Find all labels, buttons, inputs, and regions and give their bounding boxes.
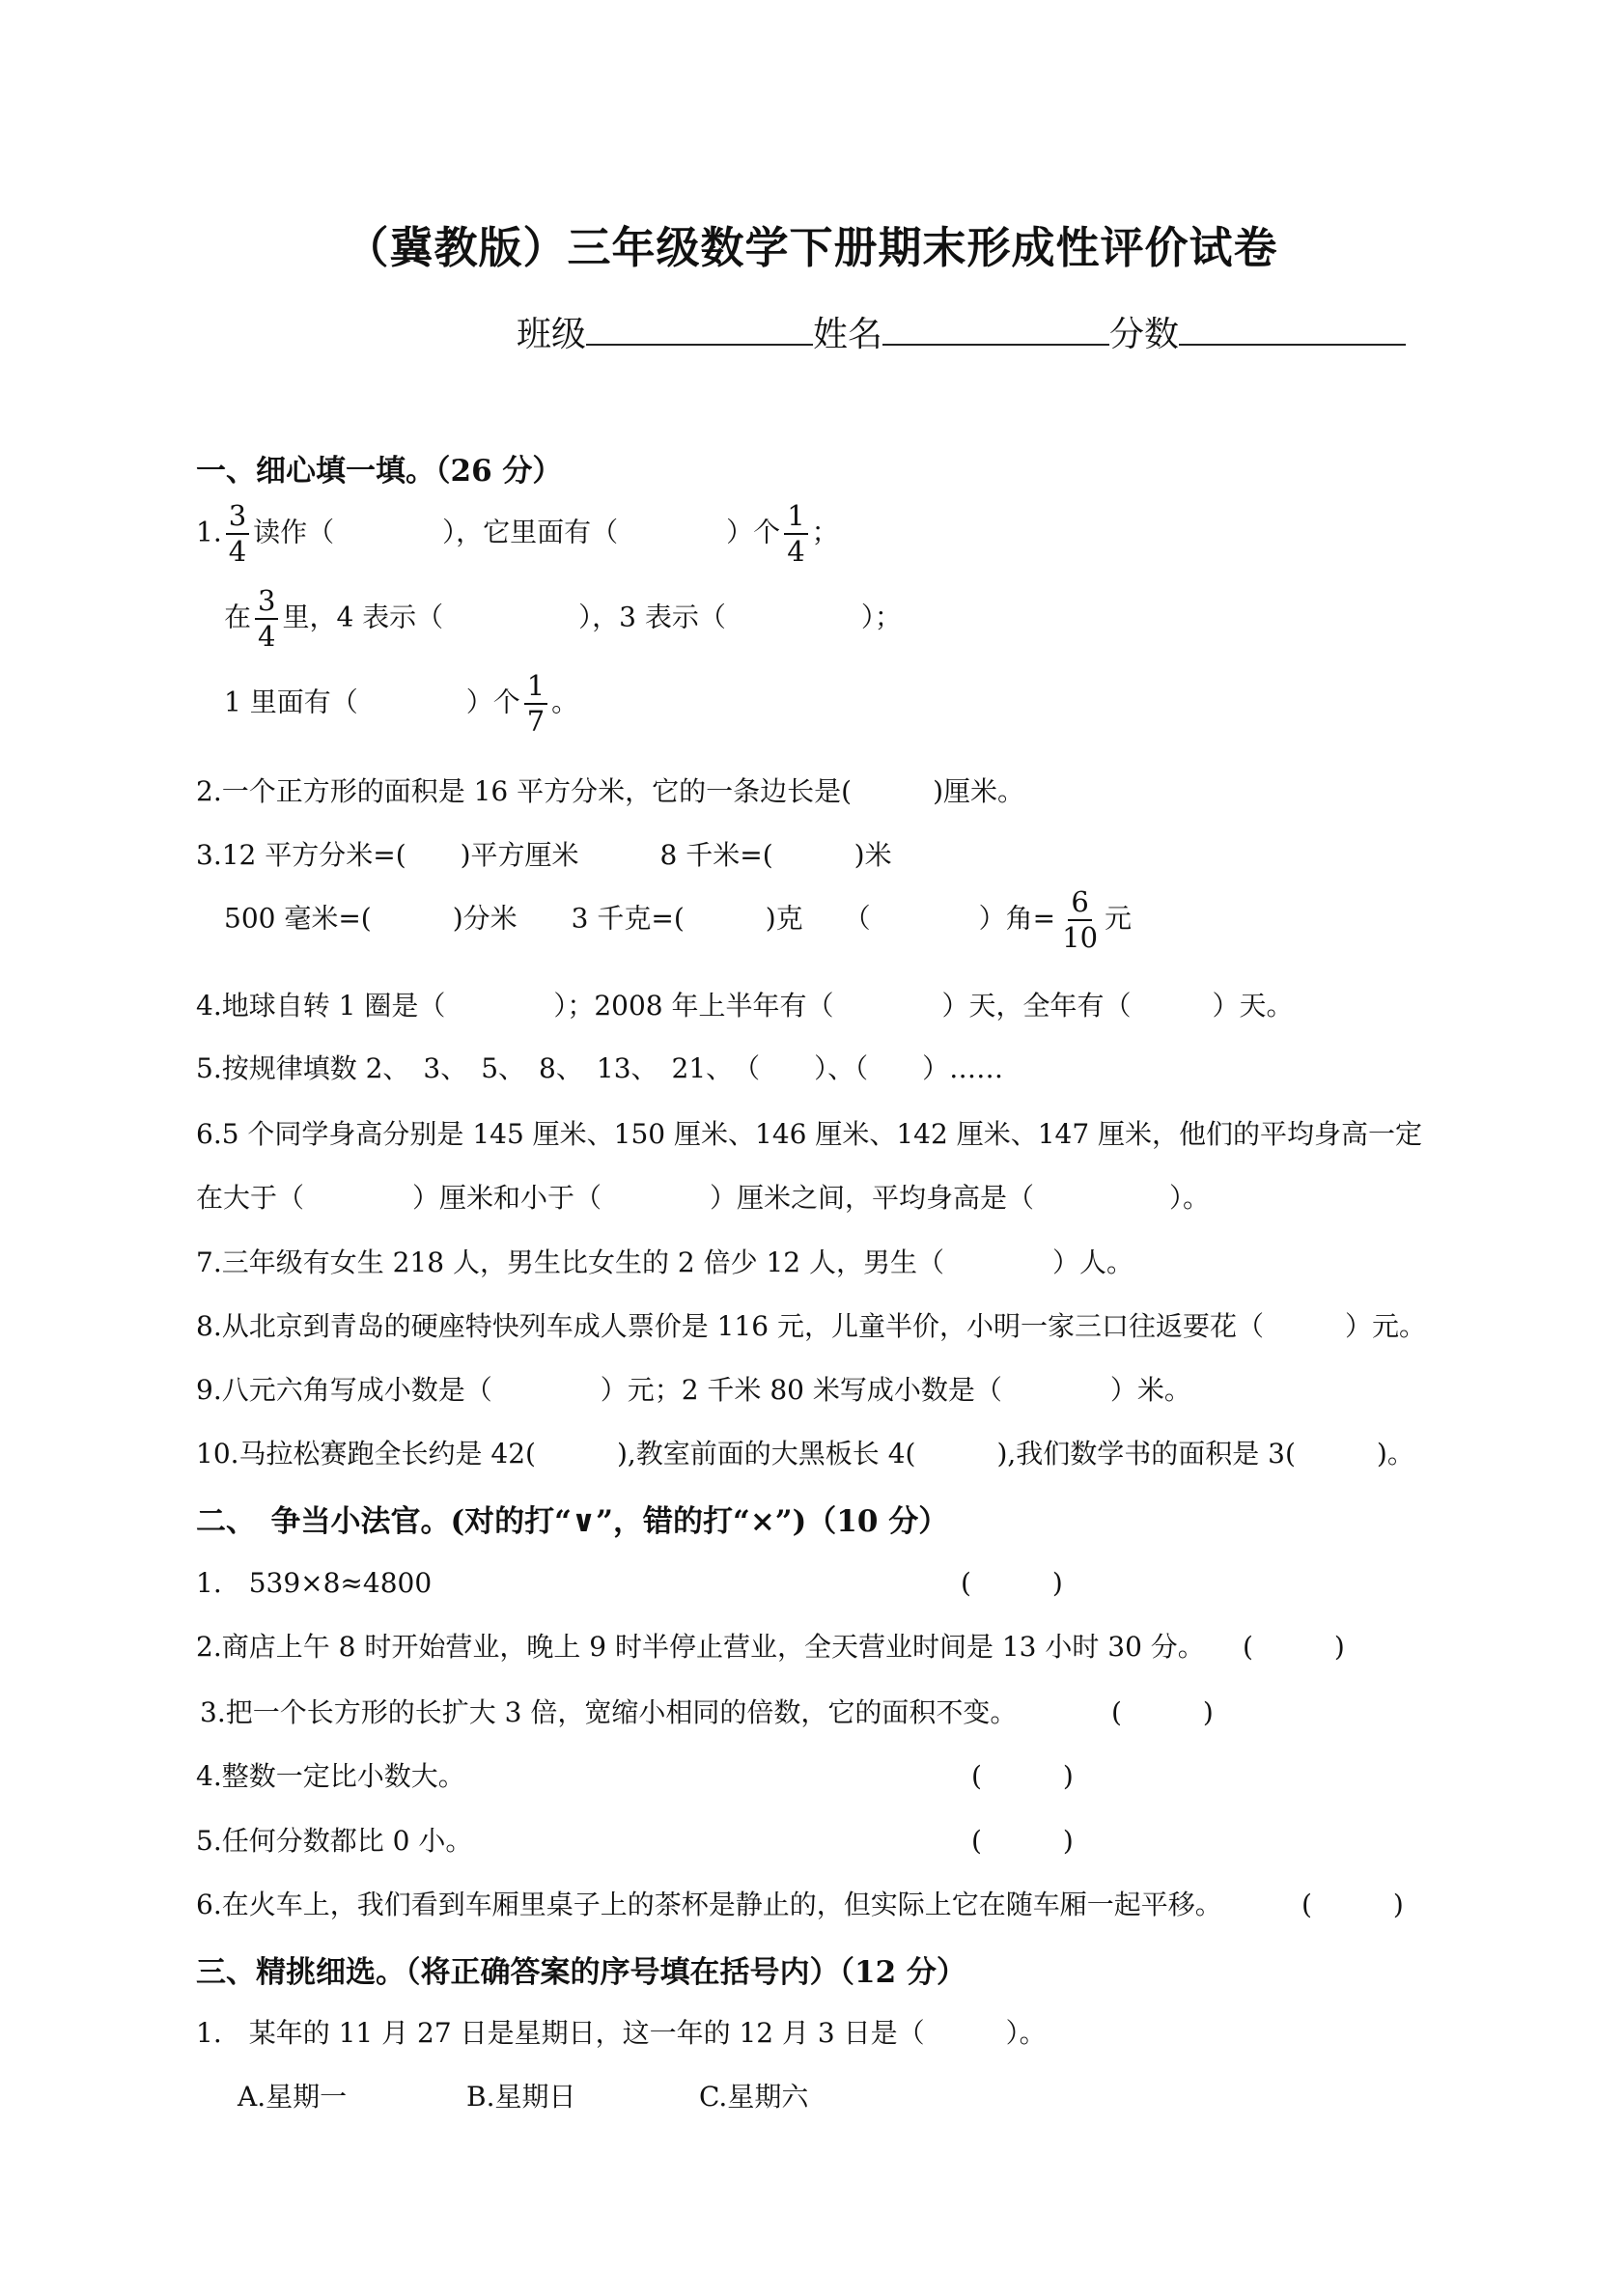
- q1b-prefix: 在: [224, 601, 252, 633]
- exam-title: （冀教版）三年级数学下册期末形成性评价试卷: [345, 222, 1278, 273]
- judge-item-6: 6.在火车上，我们看到车厢里桌子上的茶杯是静止的，但实际上它在随车厢一起平移。: [196, 1889, 1222, 1920]
- fraction: [784, 499, 807, 568]
- judge-answer-6[interactable]: ( ): [1301, 1889, 1404, 1920]
- name-label: 姓名: [813, 315, 883, 354]
- fraction-numerator: 1: [524, 672, 547, 705]
- q1c-text: 1 里面有（ ）个: [224, 686, 520, 718]
- fraction: [226, 499, 249, 568]
- class-blank[interactable]: [586, 309, 813, 346]
- student-info: [517, 307, 1406, 356]
- q1a-prefix: 1.: [196, 516, 222, 548]
- judge-item-3: 3.把一个长方形的长扩大 3 倍，宽缩小相同的倍数，它的面积不变。: [200, 1696, 1018, 1728]
- question-1c: [224, 669, 579, 738]
- question-9: 9.八元六角写成小数是（ ）元；2 千米 80 米写成小数是（ ）米。: [196, 1374, 1191, 1406]
- judge-answer-2[interactable]: ( ): [1243, 1631, 1345, 1663]
- q1b-text: 里，4 表示（ ），3 表示（ ）；: [282, 601, 902, 633]
- fraction-denominator: 4: [228, 535, 247, 568]
- judge-answer-5[interactable]: ( ): [971, 1825, 1074, 1857]
- question-3a: 3.12 平方分米=( )平方厘米 8 千米=( )米: [196, 839, 892, 871]
- fraction: [1059, 885, 1101, 954]
- fraction-numerator: 6: [1068, 888, 1091, 921]
- judge-item-1: 1. 539×8≈4800: [196, 1567, 433, 1599]
- section2-heading: 二、 争当小法官。(对的打“∨”，错的打“×”)（10 分）: [196, 1504, 949, 1539]
- question-7: 7.三年级有女生 218 人，男生比女生的 2 倍少 12 人，男生（ ）人。: [196, 1246, 1134, 1278]
- choice-option-b[interactable]: B.星期日: [466, 2081, 576, 2113]
- choice-option-c[interactable]: C.星期六: [699, 2081, 809, 2113]
- q1a-suffix: ；: [811, 516, 839, 548]
- judge-answer-3[interactable]: ( ): [1111, 1696, 1214, 1728]
- judge-item-2: 2.商店上午 8 时开始营业，晚上 9 时半停止营业，全天营业时间是 13 小时 30 分。: [196, 1631, 1205, 1663]
- question-2: 2.一个正方形的面积是 16 平方分米，它的一条边长是( )厘米。: [196, 775, 1024, 807]
- choice-question-1: 1. 某年的 11 月 27 日是星期日，这一年的 12 月 3 日是（ ）。: [196, 2017, 1047, 2049]
- judge-item-5: 5.任何分数都比 0 小。: [196, 1825, 473, 1857]
- fraction-denominator: 7: [526, 705, 546, 738]
- q3b-text: 500 毫米=( )分米 3 千克=( )克 （ ）角=: [224, 902, 1056, 935]
- question-1b: [224, 584, 902, 653]
- q1a-text: 读作（ ），它里面有（ ）个: [253, 516, 781, 548]
- fraction-denominator: 10: [1062, 921, 1099, 954]
- fraction: [255, 584, 278, 653]
- question-6a: 6.5 个同学身高分别是 145 厘米、150 厘米、146 厘米、142 厘米、147 厘米，他们的平均身高一定: [196, 1118, 1423, 1150]
- question-10: 10.马拉松赛跑全长约是 42( ),教室前面的大黑板长 4( ),我们数学书的面积是 3( )。: [196, 1438, 1414, 1470]
- question-6b: 在大于（ ）厘米和小于（ ）厘米之间，平均身高是（ ）。: [196, 1182, 1211, 1214]
- section1-heading: 一、细心填一填。（26 分）: [196, 454, 563, 489]
- q3b-suffix: 元: [1105, 902, 1133, 935]
- score-blank[interactable]: [1179, 309, 1406, 346]
- name-blank[interactable]: [882, 309, 1109, 346]
- q1c-suffix: 。: [551, 686, 579, 718]
- judge-answer-1[interactable]: ( ): [961, 1567, 1063, 1599]
- choice-option-a[interactable]: A.星期一: [238, 2081, 348, 2113]
- fraction-numerator: 3: [226, 502, 249, 535]
- fraction: [524, 669, 547, 738]
- fraction-numerator: 3: [255, 587, 278, 620]
- section3-heading: 三、精挑细选。（将正确答案的序号填在括号内）（12 分）: [196, 1955, 966, 1990]
- class-label: 班级: [517, 315, 587, 354]
- fraction-numerator: 1: [784, 502, 807, 535]
- question-1a: [196, 499, 839, 568]
- judge-answer-4[interactable]: ( ): [971, 1760, 1074, 1792]
- question-4: 4.地球自转 1 圈是（ ）；2008 年上半年有（ ）天，全年有（ ）天。: [196, 990, 1294, 1022]
- judge-item-4: 4.整数一定比小数大。: [196, 1760, 465, 1792]
- score-label: 分数: [1109, 315, 1180, 354]
- fraction-denominator: 4: [787, 535, 805, 568]
- question-8: 8.从北京到青岛的硬座特快列车成人票价是 116 元，儿童半价，小明一家三口往返要花（ ）元。: [196, 1310, 1426, 1342]
- question-5: 5.按规律填数 2、 3、 5、 8、 13、 21、 （ ）、（ ）……: [196, 1052, 1004, 1084]
- question-3b: [224, 885, 1133, 954]
- fraction-denominator: 4: [258, 620, 276, 653]
